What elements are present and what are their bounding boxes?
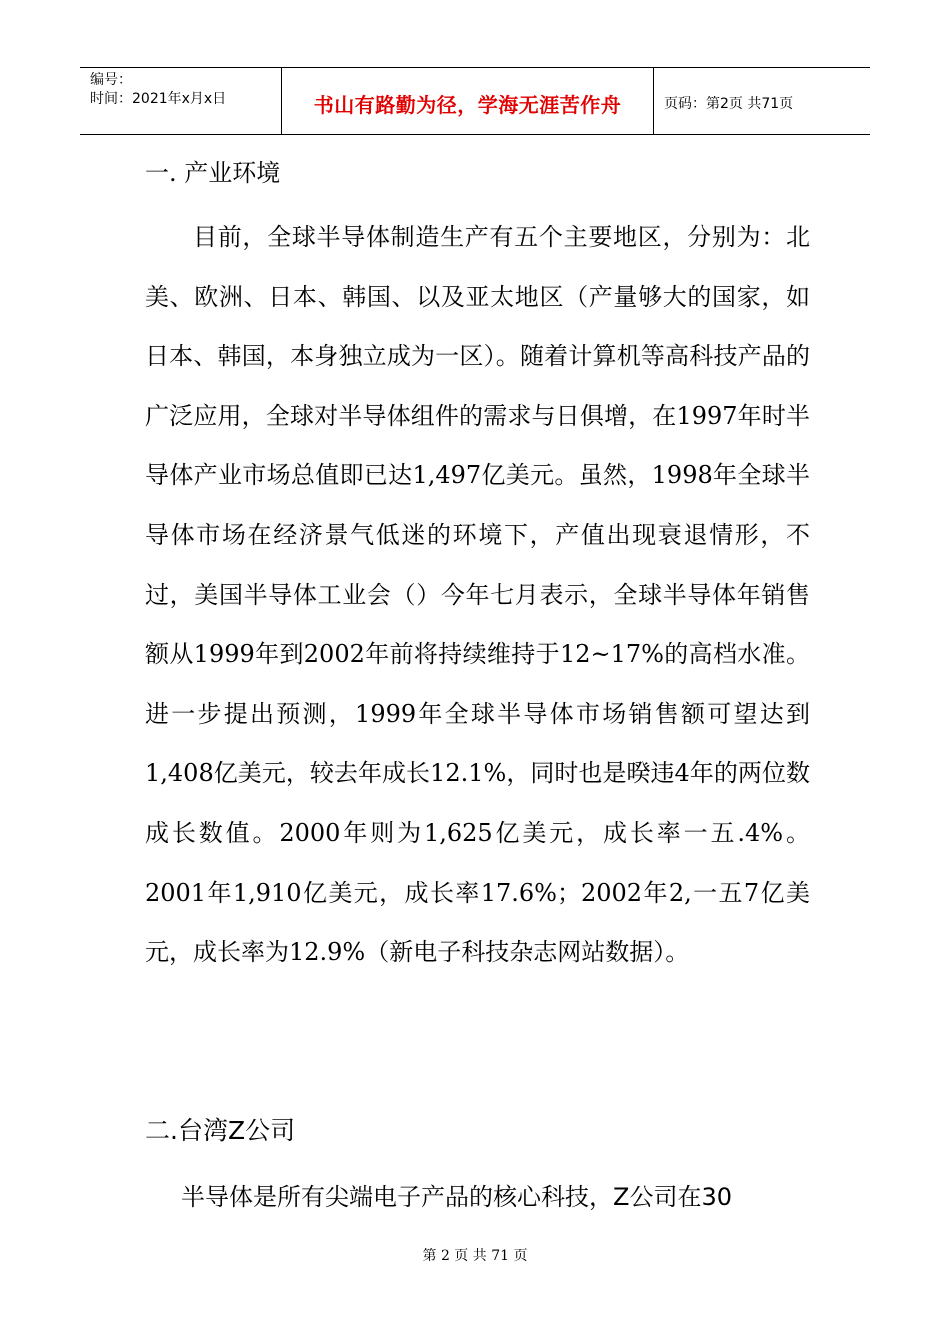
section-1-paragraph: 目前，全球半导体制造生产有五个主要地区，分别为：北美、欧洲、日本、韩国、以及亚太地区（产量够大的国家，如日本、韩国，本身独立成为一区）。随着计算机等高科技产品的广泛应用，全球对半导体组件的需求与日俱增，在1997年时半导体产业市场总值即已达1,497亿美元。虽然，1998年全球半导体市场在经济景气低迷的环境下，产值出现衰退情形，不过，美国半导体工业会（）今年七月表示，全球半导体年销售额从1999年到2002年前将持续维持于12~17%的高档水准。进一步提出预测，1999年全球半导体市场销售额可望达到1,408亿美元，较去年成长12.1%，同时也是暌违4年的两位数成长数值。2000年则为1,625亿美元，成长率一五.4%。2001年1,910亿美元，成长率17.6%；2002年2,一五7亿美元，成长率为12.9%（新电子科技杂志网站数据）。 bbox=[145, 223, 810, 967]
section-2-paragraph: 半导体是所有尖端电子产品的核心科技，Z公司在30 bbox=[181, 1183, 732, 1211]
page-header bbox=[80, 67, 870, 135]
header-page-info: 页码：第2页 共71页 bbox=[664, 96, 794, 112]
section-2-title: 二.台湾Z公司 bbox=[145, 1116, 296, 1145]
section-1 bbox=[145, 150, 810, 983]
page-footer: 第 2 页 共 71 页 bbox=[422, 1248, 528, 1264]
time-label: 时间：2021年x月x日 bbox=[90, 91, 227, 107]
header-motto: 书山有路勤为径，学海无涯苦作舟 bbox=[282, 68, 654, 134]
section-1-title: 一. 产业环境 bbox=[145, 159, 281, 187]
doc-number-label: 编号： bbox=[90, 72, 132, 88]
header-meta bbox=[80, 68, 282, 134]
